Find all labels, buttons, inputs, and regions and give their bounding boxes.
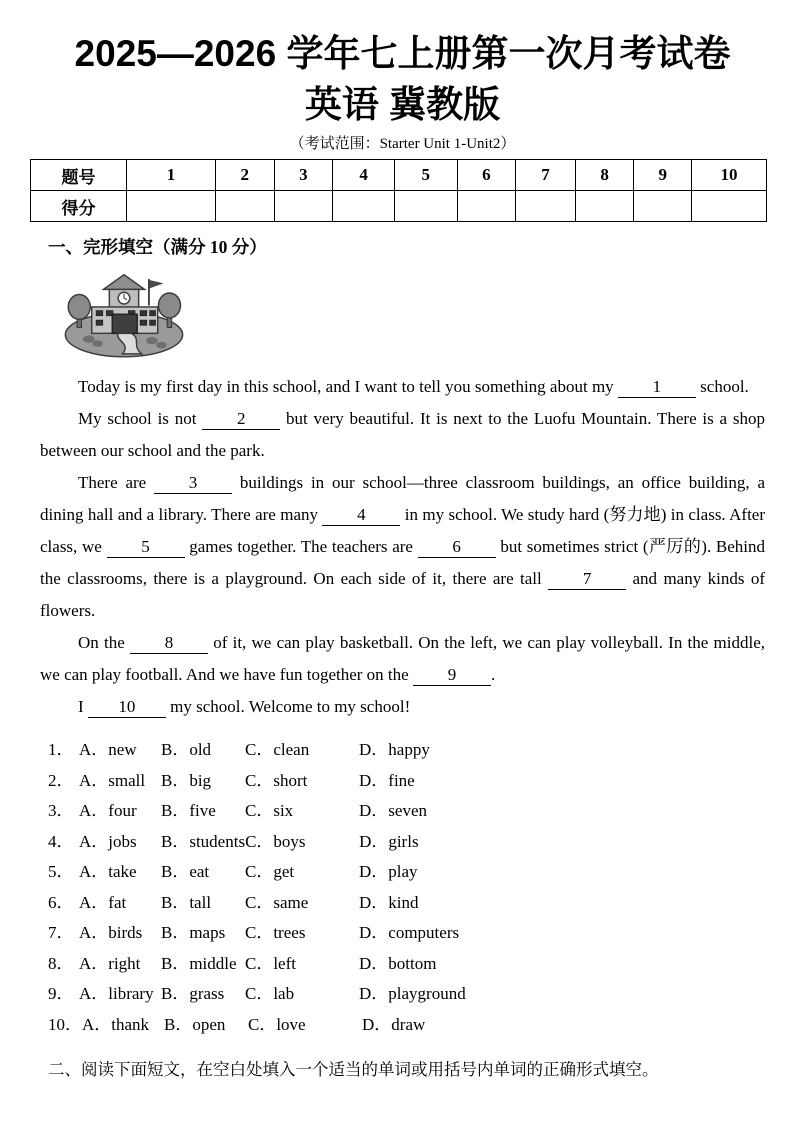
question-row-10 [48,1010,765,1041]
option-d: D．seven [359,801,427,820]
option-d: D．playground [359,984,466,1003]
question-number-cell: 10 [692,160,767,191]
question-row-3 [48,796,765,827]
question-number-cell: 4 [333,160,395,191]
question-number: 1． [48,740,74,759]
cloze-paragraph-5: I 10 my school. Welcome to my school! [78,697,411,716]
option-a: A．new [79,740,137,759]
option-a: A．birds [79,923,143,942]
question-number-row [31,160,767,191]
question-row-9 [48,979,765,1010]
cloze-passage [40,371,765,723]
cloze-blank-1: 1 [618,377,696,398]
option-c: C．get [245,862,295,881]
cloze-blank-3: 3 [154,473,232,494]
score-cell [215,191,274,222]
question-number: 5． [48,862,74,881]
question-number-cell: 5 [394,160,457,191]
cloze-blank-7: 7 [548,569,626,590]
cloze-blank-6: 6 [418,537,496,558]
option-c: C．six [245,801,294,820]
option-a: A．thank [82,1014,150,1034]
option-a: A．right [79,953,141,973]
cloze-blank-9: 9 [413,665,491,686]
option-d: D．happy [359,740,430,759]
cloze-paragraph-1: Today is my first day in this school, and I want to tell you something about my 1 school. [78,377,749,396]
question-row-6 [48,888,765,919]
option-a: A．small [79,770,146,790]
option-d: D．bottom [359,953,437,973]
option-d: D．draw [362,1014,426,1034]
question-row-1 [48,735,765,766]
question-number-cell: 9 [634,160,692,191]
score-row [31,191,767,222]
page-subtitle: 英语 冀教版 [304,84,501,125]
option-c: C．left [245,953,296,973]
cloze-blank-2: 2 [202,409,280,430]
question-number-cell: 1 [127,160,216,191]
cloze-blank-8: 8 [130,633,208,654]
section1-heading: 一、完形填空（满分 10 分） [48,237,267,257]
score-cell [394,191,457,222]
score-cell [333,191,395,222]
question-number-cell: 6 [457,160,516,191]
question-row-5 [48,857,765,888]
school-illustration-svg [58,269,190,361]
question-number: 6． [48,892,74,912]
question-number-header: 题号 [31,160,127,191]
score-cell [274,191,333,222]
question-number-cell: 3 [274,160,333,191]
question-number-cell: 8 [575,160,634,191]
page-title: 2025—2026 学年七上册第一次月考试卷 [74,33,731,74]
question-row-7 [48,918,765,949]
option-d: D．computers [359,923,460,942]
option-d: D．play [359,862,418,881]
option-c: C．trees [245,923,306,942]
score-cell [575,191,634,222]
option-b: B．students [161,831,246,851]
cloze-questions [48,735,765,1040]
question-number: 3． [48,801,74,820]
cloze-paragraph-2: My school is not 2 but very beautiful. It is next to the Luofu Mountain. There is a shop between our school and the park. [40,409,765,460]
score-cell [692,191,767,222]
question-number: 9． [48,984,74,1003]
option-d: D．girls [359,831,419,851]
option-a: A．four [79,801,137,820]
option-b: B．grass [161,984,225,1003]
question-number: 7． [48,923,74,942]
exam-scope: （考试范围：Starter Unit 1-Unit2） [289,136,516,152]
option-c: C．lab [245,984,295,1003]
option-c: C．clean [245,740,310,759]
cloze-blank-5: 5 [107,537,185,558]
score-table [30,159,767,222]
cloze-paragraph-4: On the 8 of it, we can play basketball. On the left, we can play volleyball. In the middle, we can play football. And we have fun together on the 9 . [40,633,766,684]
question-row-4 [48,827,765,858]
option-b: B．five [161,801,216,820]
option-a: A．jobs [79,831,137,851]
question-number-cell: 2 [215,160,274,191]
question-number: 4． [48,831,74,851]
option-b: B．open [164,1014,226,1034]
option-c: C．boys [245,831,306,851]
option-b: B．big [161,770,212,790]
cloze-blank-4: 4 [322,505,400,526]
option-b: B．maps [161,923,226,942]
option-a: A．fat [79,892,127,912]
option-b: B．tall [161,892,212,912]
option-d: D．kind [359,892,419,912]
option-b: B．eat [161,862,210,881]
question-number: 2． [48,770,74,790]
option-c: C．short [245,770,308,790]
score-cell [457,191,516,222]
question-number: 8． [48,953,74,973]
score-cell [634,191,692,222]
option-d: D．fine [359,770,415,790]
option-b: B．old [161,740,212,759]
option-b: B．middle [161,953,237,973]
question-number: 10． [48,1014,82,1034]
score-table-body [31,160,767,222]
score-cell [127,191,216,222]
question-row-8 [48,949,765,980]
option-c: C．love [248,1014,306,1034]
question-row-2 [48,766,765,797]
option-c: C．same [245,892,309,912]
cloze-blank-10: 10 [88,697,166,718]
question-number-cell: 7 [516,160,576,191]
section2-heading: 二、阅读下面短文，在空白处填入一个适当的单词或用括号内单词的正确形式填空。 [48,1060,659,1079]
option-a: A．library [79,984,154,1003]
option-a: A．take [79,862,137,881]
score-cell [516,191,576,222]
cloze-paragraph-3: There are 3 buildings in our school—three classroom buildings, an office building, a dining hall and a library. There are many 4 in my school. We study hard (努力地) in class. After class, we 5 games together. The teachers are 6 but sometimes strict (严厉的). Behind the classrooms, there is a playground. On each side of it, there are tall 7 and many kinds of flowers. [40,473,766,620]
score-row-header: 得分 [31,191,127,222]
school-illustration [58,269,190,361]
